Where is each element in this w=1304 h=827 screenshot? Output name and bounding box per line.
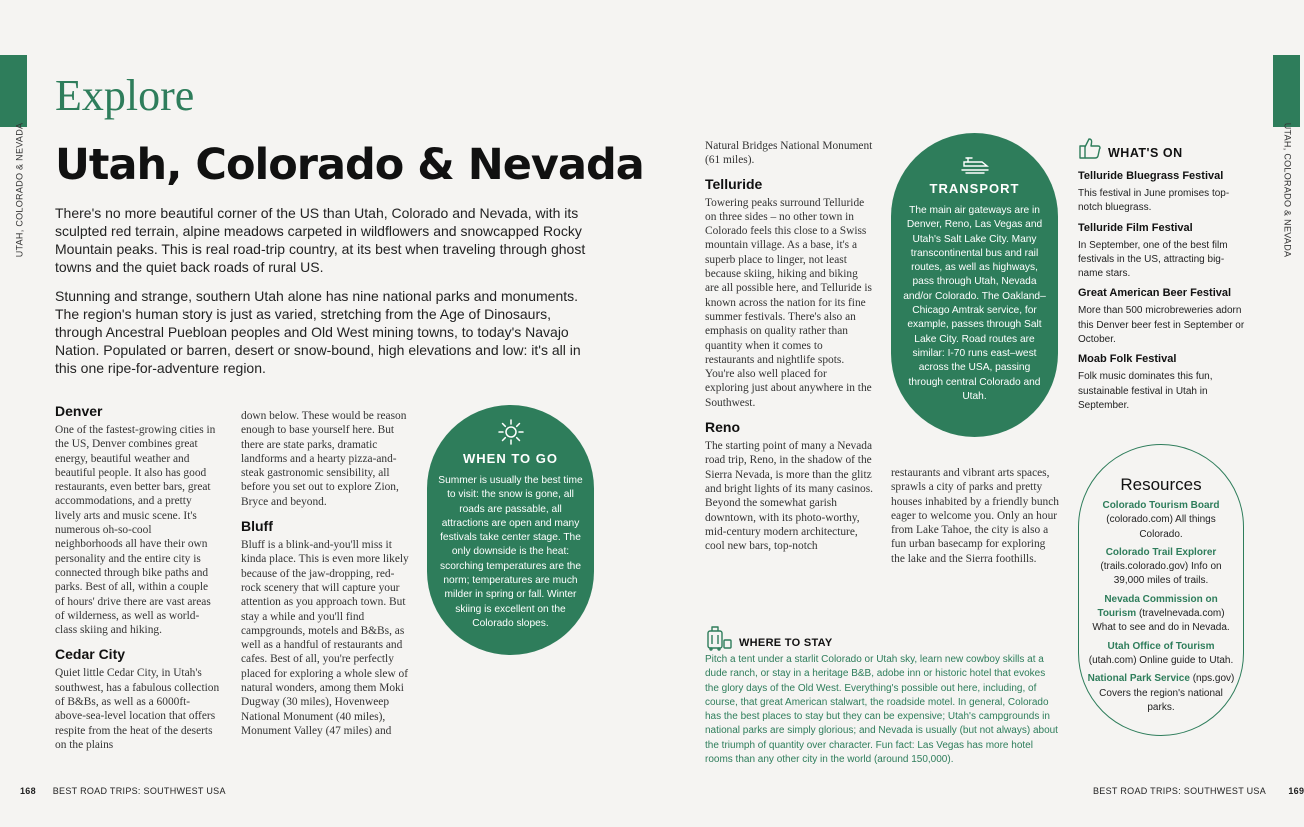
transport-body: The main air gateways are in Denver, Reno, Las Vegas and Utah's Salt Lake City. Many transcontinental bus and rail routes, as well as highways, pass through Utah, Nevada and/or Colorado. The Oakland–Chicago Amtrak service, for example, passes through Salt Lake City. Road routes are similar: I-70 runs east–west across the USA, passing through central Colorado and Utah. [903, 205, 1046, 402]
event-name: Great American Beer Festival [1078, 287, 1232, 300]
column-3 [705, 139, 873, 553]
page-title: Utah, Colorado & Nevada [55, 140, 644, 190]
resource-name[interactable]: Nevada Commission on Tourism [1097, 593, 1218, 620]
event-description: More than 500 microbreweries adorn this Denver beer fest in September or October. [1078, 305, 1245, 346]
resource-description: (travelnevada.com) What to see and do in Nevada. [1092, 608, 1230, 634]
column-2 [241, 409, 409, 738]
denver-body: One of the fastest-growing cities in the US, Denver combines great energy, beautiful weather and beautiful people. It also has good restaurants, even better bars, great accommodations, and a pretty lively arts and music scene. It's numerous oh-so-cool neighborhoods all have their own personality and the entire city is connected through bike paths and parks. Best of all, within a couple of hours' drive there are vast areas of wilderness, as well as world-class skiing and hiking. [55, 424, 216, 637]
resource-item [1079, 672, 1243, 715]
resources-title: Resources [1120, 475, 1202, 494]
resource-name[interactable]: Colorado Trail Explorer [1105, 546, 1217, 558]
left-side-label: UTAH, COLORADO & NEVADA [14, 122, 25, 258]
when-to-go-panel [427, 405, 594, 655]
reno-heading: Reno [705, 419, 740, 436]
train-icon [960, 153, 990, 175]
left-book-title: BEST ROAD TRIPS: SOUTHWEST USA [52, 786, 226, 796]
resource-description: (utah.com) Online guide to Utah. [1088, 654, 1234, 666]
transport-title: TRANSPORT [929, 181, 1020, 196]
where-to-stay-panel [705, 623, 1060, 767]
column-2-continuation: down below. These would be reason enough to base yourself here. But there are state parks, dramatic landforms and a hearty pizza-and-steak gastronomic sensibility, all before you set out to explore Zion, Bryce and beyond. [241, 410, 407, 508]
telluride-heading: Telluride [705, 175, 763, 192]
resource-description: (trails.colorado.gov) Info on 39,000 miles of trails. [1100, 561, 1222, 587]
left-footer [20, 786, 226, 796]
resource-name[interactable]: Utah Office of Tourism [1107, 640, 1215, 652]
resource-description: (nps.gov) Covers the region's national parks. [1099, 673, 1235, 713]
right-page-number: 169 [1288, 786, 1304, 796]
event-description: Folk music dominates this fun, sustainable festival in Utah in September. [1078, 371, 1213, 411]
where-to-stay-title: WHERE TO STAY [739, 637, 833, 649]
resource-name[interactable]: Colorado Tourism Board [1102, 500, 1220, 511]
intro-paragraph-2: Stunning and strange, southern Utah alone has nine national parks and monuments. The region's human story is just as varied, stretching from the Age of Dinosaurs, through Ancestral Puebloan peoples and Old West mining towns, to today's Navajo Nation. Populated or barren, desert or snow-bound, high elevations and low: it's all in this one ripe-for-adventure region. [55, 288, 581, 376]
bluff-body: Bluff is a blink-and-you'll miss it kinda place. This is even more likely because of the jaw-dropping, red-rock scenery that will capture your attention as you approach town. But stay a while and you'll find campgrounds, motels and B&Bs, as well as a handful of restaurants and cafes. Best of all, you're perfectly placed for exploring a whole slew of natural wonders, among them Moki Dugway (30 miles), Hovenweep National Monument (40 miles), Monument Valley (47 miles) and [241, 539, 409, 737]
right-edge-tab [1273, 55, 1300, 127]
denver-heading: Denver [55, 403, 103, 419]
resource-name[interactable]: National Park Service [1087, 673, 1190, 685]
right-footer [1093, 786, 1304, 796]
resources-panel [1078, 444, 1244, 736]
sun-icon [498, 419, 524, 445]
right-book-title: BEST ROAD TRIPS: SOUTHWEST USA [1093, 786, 1266, 796]
reno-body-left: The starting point of many a Nevada road trip, Reno, in the shadow of the Sierra Nevada, is more than the glitz and bright lights of its many casinos. Beyond the somewhat garish downtown, with its photo-worthy, mid-century modern architecture, cool new bars, top-notch [705, 440, 873, 553]
cedar-city-body: Quiet little Cedar City, in Utah's southwest, has a fabulous collection of B&Bs, as well as a 6000ft-above-sea-level location that offers respite from the heat of the deserts on the plains [55, 667, 220, 751]
resource-item [1079, 546, 1243, 589]
bluff-heading: Bluff [241, 518, 273, 535]
left-page-number: 168 [20, 786, 36, 796]
whats-on-title: WHAT'S ON [1108, 146, 1183, 160]
whats-on-panel [1078, 136, 1248, 413]
intro-paragraph-1: There's no more beautiful corner of the US than Utah, Colorado and Nevada, with its sculpted red terrain, alpine meadows carpeted in wildflowers and snowcapped Rocky Mountain peaks. This is real road-trip country, at its best when traveling through ghost towns and the quiet back roads of rural US. [55, 205, 586, 275]
resource-item [1079, 593, 1243, 636]
when-to-go-body: Summer is usually the best time to visit: the snow is gone, all roads are passable, all attractions are open and many festivals take center stage. The only downside is the heat: scorching temperatures are the norm; temperatures are much milder in spring or fall. Winter skiing is excellent on the Colorado slopes. [438, 475, 583, 629]
event-name: Telluride Film Festival [1078, 221, 1193, 234]
transport-panel [891, 133, 1058, 437]
event-name: Telluride Bluegrass Festival [1078, 170, 1224, 182]
section-label: Explore [55, 71, 195, 120]
luggage-icon [705, 623, 733, 651]
cedar-city-heading: Cedar City [55, 646, 126, 663]
resource-description: (colorado.com) All things Colorado. [1106, 514, 1216, 540]
resource-item [1079, 640, 1243, 669]
event-name: Moab Folk Festival [1078, 353, 1177, 366]
resource-item [1079, 499, 1243, 542]
left-edge-tab [0, 55, 27, 127]
right-side-label: UTAH, COLORADO & NEVADA [1282, 122, 1293, 258]
column-1 [55, 403, 220, 752]
event-description: This festival in June promises top-notch bluegrass. [1078, 188, 1230, 214]
event-description: In September, one of the best film festivals in the US, attracting big-name stars. [1078, 239, 1228, 280]
reno-body-right: restaurants and vibrant arts spaces, sprawls a city of parks and pretty houses inhabited by a friendly bunch eager to welcome you. Only an hour from Lake Tahoe, the city is also a fun urban basecamp for exploring the lake and the Sierra foothills. [891, 467, 1059, 565]
telluride-body: Towering peaks surround Telluride on three sides – no other town in Colorado feels this close to a Swiss mountain village. As a base, it's a superb place to linger, not least because skiing, hiking and biking are all possible here, and Telluride is known across the nation for its fine summer festivals. There's also an emphasis on quality rather than quantity when it comes to restaurants and nightlife spots. You're also well placed for exploring just about anywhere in the Southwest. [705, 196, 872, 409]
where-to-stay-body: Pitch a tent under a starlit Colorado or Utah sky, learn new cowboy skills at a dude ranch, or stay in a heritage B&B, adobe inn or historic hotel that evokes the glory days of the Old West. Everything's possible out here, including, of course, that great American stalwart, the roadside motel. In general, Colorado has the best places to stay but they can be expensive; Utah's campgrounds in national parks are simply glorious; and Nevada is usually (but not always) about the triumph of quantity over character. Fun fact: Las Vegas has more hotel rooms than any other city in the world (around 150,000). [705, 654, 1058, 766]
when-to-go-title: WHEN TO GO [463, 451, 558, 466]
column-3-continuation: Natural Bridges National Monument (61 miles). [705, 140, 873, 167]
thumbs-up-icon [1078, 136, 1102, 160]
